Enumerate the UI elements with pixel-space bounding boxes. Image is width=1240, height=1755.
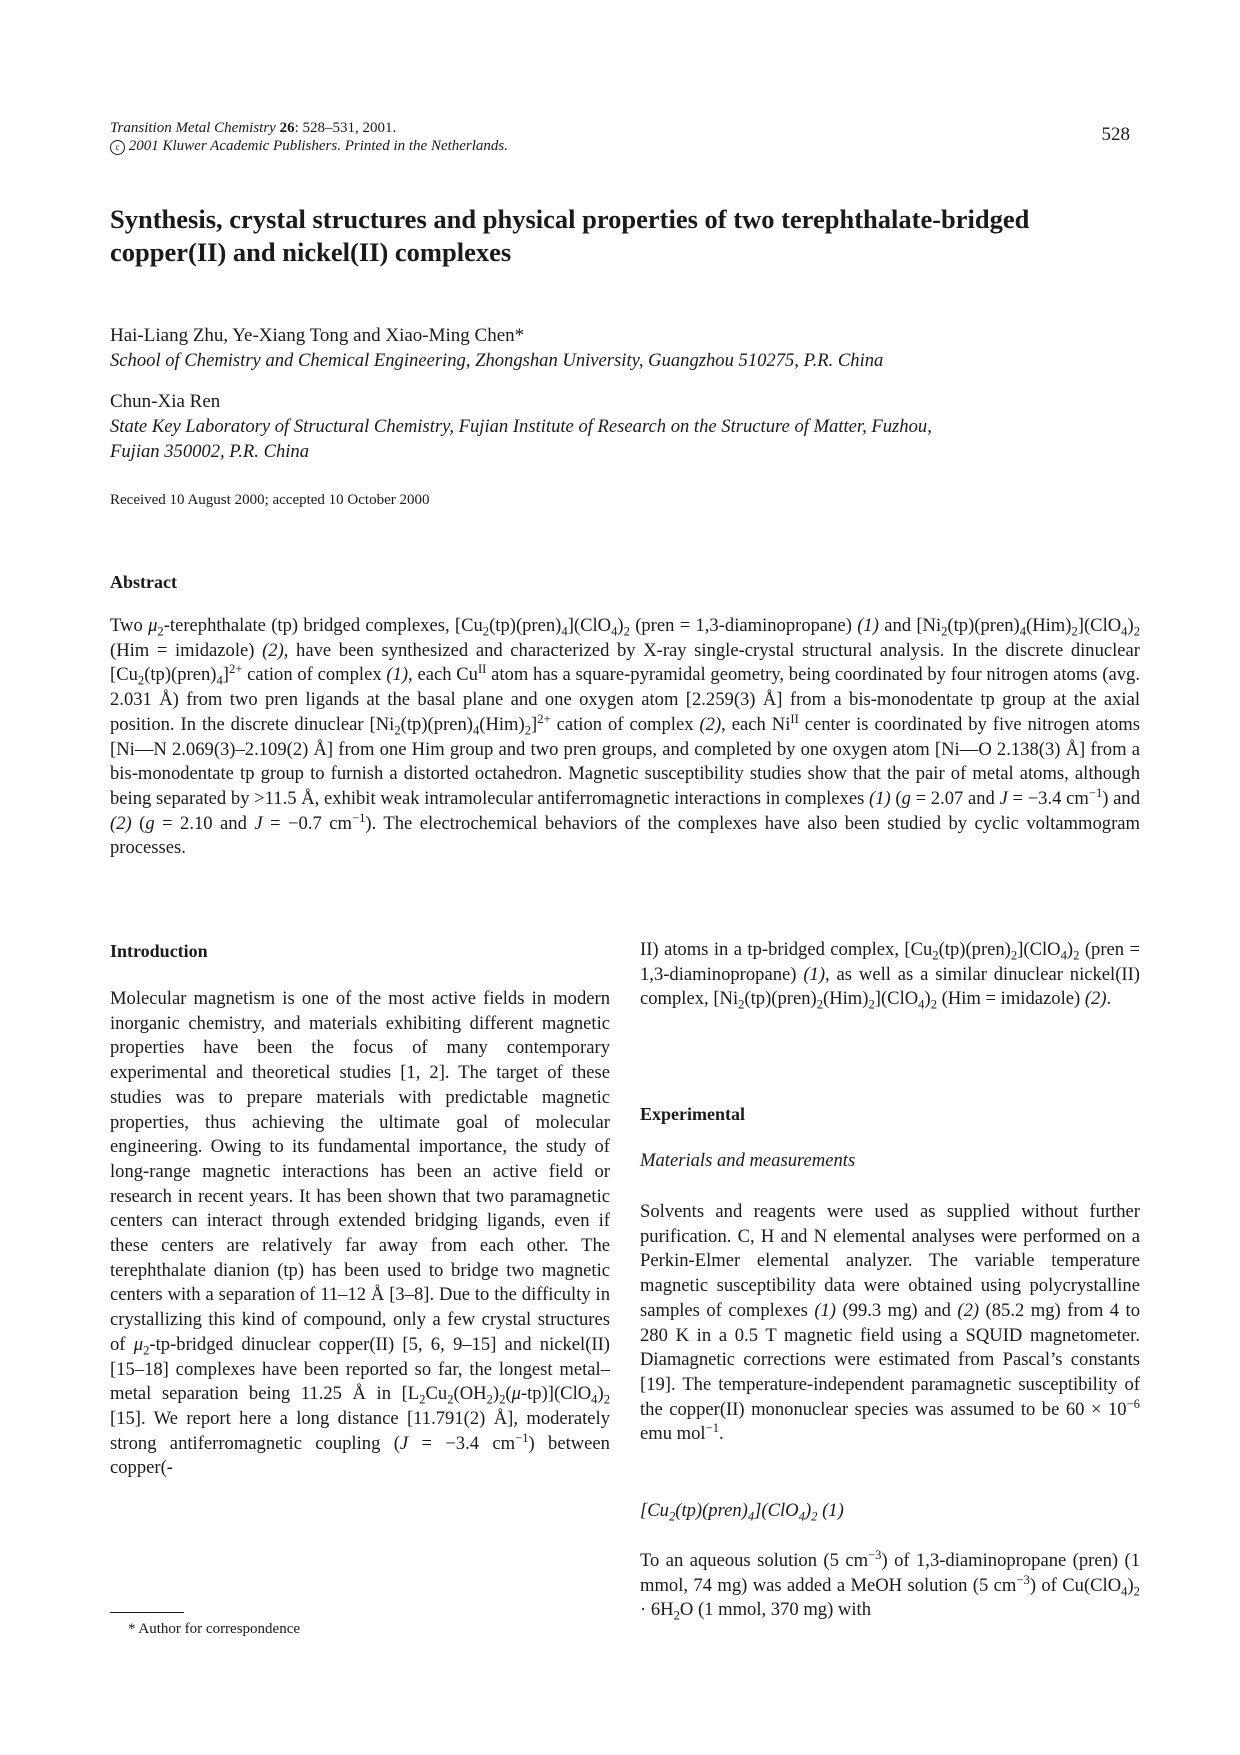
materials-heading: Materials and measurements xyxy=(640,1150,856,1171)
authors-group-1: Hai-Liang Zhu, Ye-Xiang Tong and Xiao-Ming Chen* xyxy=(110,325,525,346)
abstract-body: Two $\mu_2$-terephthalate (tp) bridged complexes, $[Cu_2(tp)(pren)_4](ClO_4)_2$ (pren = 1,3-diaminopropane) (1) and $[Ni_2(tp)(pren)_4(Him)_2](ClO_4)_2$ (Him = imidazole) (2), have been synthesized and characterized by X-ray single-crystal structural analysis. In the discrete dinuclear $[Cu_2(tp)(pren)_4]^{2+}$ cation of complex (1), each $Cu^{II}$ atom has a square-pyramidal geometry, being coordinated by four nitrogen atoms (avg. 2.031 Å) from two pren ligands at the basal plane and one oxygen atom [2.259(3) Å] from a bis-monodentate tp group at the axial position. In the discrete dinuclear $[Ni_2(tp)(pren)_4(Him)_2]^{2+}$ cation of complex (2), each $Ni^{II}$ center is coordinated by five nitrogen atoms [Ni—N 2.069(3)–2.109(2) Å] from one Him group and two pren groups, and completed by one oxygen atom [Ni—O 2.138(3) Å] from a bis-monodentate tp group to furnish a distorted octahedron. Magnetic susceptibility studies show that the pair of metal atoms, although being separated by >11.5 Å, exhibit weak intramolecular antiferromagnetic interactions in complexes (1) (g = 2.07 and J = −3.4 $cm^{-1}$) and (2) (g = 2.10 and J = −0.7 $cm^{-1}$). The electrochemical behaviors of the complexes have also been studied by cyclic voltammogram processes. xyxy=(110,615,1141,859)
journal-name: Transition Metal Chemistry xyxy=(110,120,276,136)
journal-pages-year: : 528–531, 2001. xyxy=(294,120,397,136)
journal-citation xyxy=(110,119,508,137)
affiliation-1: School of Chemistry and Chemical Engineering, Zhongshan University, Guangzhou 510275, P.R. China xyxy=(110,350,884,371)
paper-title xyxy=(110,203,1140,269)
introduction-heading: Introduction xyxy=(110,941,208,961)
abstract-heading: Abstract xyxy=(110,572,177,592)
journal-header xyxy=(110,119,508,155)
received-dates: Received 10 August 2000; accepted 10 October 2000 xyxy=(110,492,430,508)
copyright-text: 2001 Kluwer Academic Publishers. Printed in the Netherlands. xyxy=(128,138,509,154)
authors-group-2: Chun-Xia Ren xyxy=(110,391,221,412)
journal-volume: 26 xyxy=(279,120,295,136)
experimental-heading: Experimental xyxy=(640,1104,745,1124)
introduction-body: Molecular magnetism is one of the most active fields in modern inorganic chemistry, and materials exhibiting different magnetic properties have been the focus of many contemporary experimental and theoretical studies [1, 2]. The target of these studies was to prepare materials with predictable magnetic properties, thus achieving the ultimate goal of molecular engineering. Owing to its fundamental importance, the study of long-range magnetic interactions has been an active field or research in recent years. It has been shown that two paramagnetic centers can interact through extended bridging ligands, even if these centers are relatively far away from each other. The terephthalate dianion (tp) has been used to bridge two magnetic centers with a separation of 11–12 Å [3–8]. Due to the difficulty in crystallizing this kind of compound, only a few crystal structures of $\mu_2-tp$-bridged dinuclear copper(II) [5, 6, 9–15] and nickel(II) [15–18] complexes have been reported so far, the longest metal–metal separation being 11.25 Å in $[L_2Cu_2(OH_2)_2(\mu-tp)](ClO_4)_2$ [15]. We report here a long distance [11.791(2) Å], moderately strong antiferromagnetic coupling (J = −3.4 $cm^{-1}$) between copper(- xyxy=(110,988,610,1479)
affiliation-2-line-1: State Key Laboratory of Structural Chemistry, Fujian Institute of Research on the Structure of Matter, Fuzhou, xyxy=(110,416,932,437)
affiliation-2 xyxy=(110,414,1140,464)
affiliation-2-line-2: Fujian 350002, P.R. China xyxy=(110,441,310,462)
footnote-separator xyxy=(110,1612,184,1613)
page-number: 528 xyxy=(1101,124,1130,145)
footnote: * Author for correspondence xyxy=(128,1621,301,1637)
title-line-2: copper(II) and nickel(II) complexes xyxy=(110,237,512,267)
complex1-heading: $[Cu_2(tp)(pren)_4](ClO_4)_2$ (1) xyxy=(640,1500,844,1524)
materials-body: Solvents and reagents were used as supplied without further purification. C, H and N elemental analyses were performed on a Perkin-Elmer elemental analyzer. The variable temperature magnetic susceptibility data were obtained using polycrystalline samples of complexes (1) (99.3 mg) and (2) (85.2 mg) from 4 to 280 K in a 0.5 T magnetic field using a SQUID magnetometer. Diamagnetic corrections were estimated from Pascal’s constants [19]. The temperature-independent paramagnetic susceptibility of the copper(II) mononuclear species was assumed to be $60 \times 10^{-6}$ emu mol$^{-1}$. xyxy=(640,1201,1141,1445)
copyright-line xyxy=(110,137,508,155)
introduction-continuation: II) atoms in a tp-bridged complex, $[Cu_2(tp)(pren)_2](ClO_4)_2$ (pren = 1,3-diaminopropane) (1), as well as a similar dinuclear nickel(II) complex, $[Ni_2(tp)(pren)_2(Him)_2](ClO_4)_2$ (Him = imidazole) (2). xyxy=(640,939,1140,1013)
title-line-1: Synthesis, crystal structures and physical properties of two terephthalate-bridged xyxy=(110,204,1030,234)
copyright-icon: c xyxy=(110,140,125,155)
complex1-body: To an aqueous solution (5 $cm^{-3}$) of 1,3-diaminopropane (pren) (1 mmol, 74 mg) was added a MeOH solution (5 $cm^{-3}$) of $Cu(ClO_4)_2 \cdot 6H_2O$ (1 mmol, 370 mg) with xyxy=(640,1547,1140,1624)
